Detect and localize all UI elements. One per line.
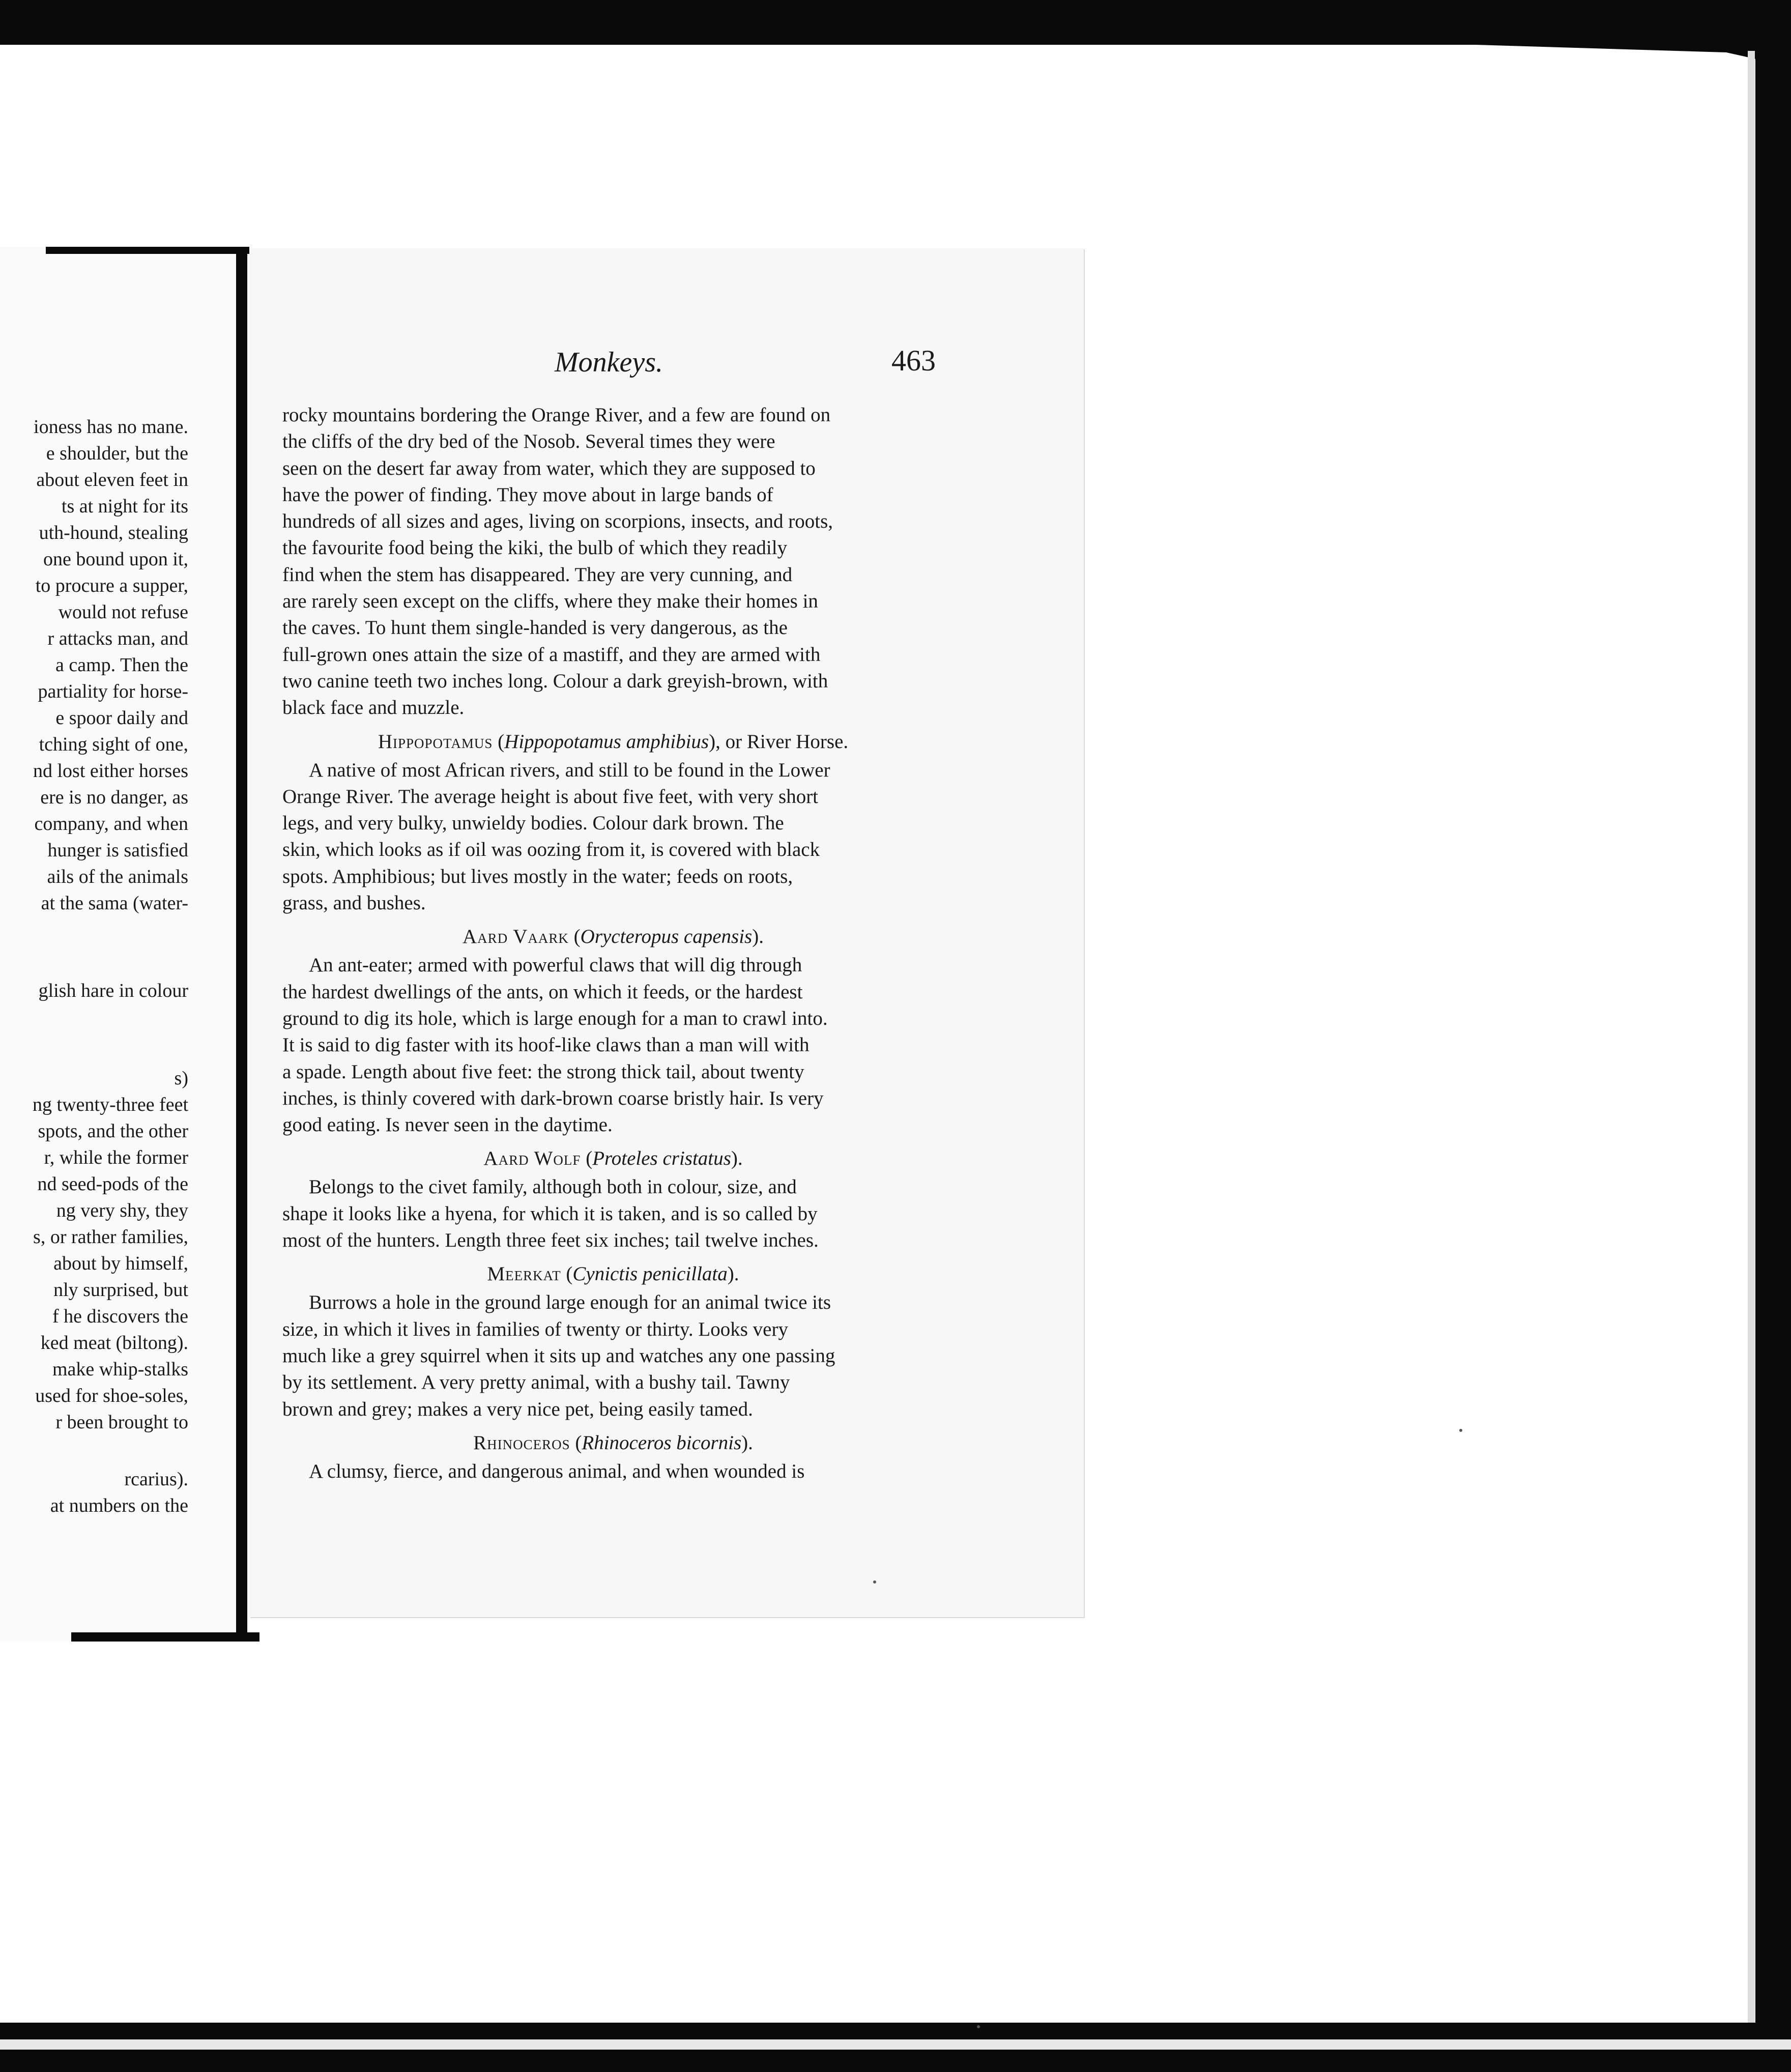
entry-meerkat bbox=[282, 1261, 944, 1422]
left-page-line: partiality for horse- bbox=[38, 681, 188, 702]
left-page-line: would not refuse bbox=[58, 601, 188, 623]
entry-aard-vaark bbox=[282, 924, 944, 1138]
text-line: the hardest dwellings of the ants, on which it feeds, or the hardest bbox=[282, 981, 803, 1003]
left-page-line: ng twenty-three feet bbox=[33, 1094, 188, 1115]
left-page-line: make whip-stalks bbox=[52, 1359, 188, 1380]
entries bbox=[282, 729, 944, 1485]
left-page-line: at the sama (water- bbox=[41, 893, 188, 914]
left-page-line: ails of the animals bbox=[47, 866, 188, 887]
entry-text bbox=[282, 757, 944, 917]
entry-heading: Aard Wolf (Proteles cristatus). bbox=[483, 1147, 743, 1170]
left-page-line: r attacks man, and bbox=[47, 628, 188, 649]
scanner-frame-right-edge bbox=[1748, 51, 1755, 2025]
text-line: black face and muzzle. bbox=[282, 697, 465, 719]
entry-heading: Meerkat (Cynictis penicillata). bbox=[487, 1263, 739, 1285]
scanner-frame-fold bbox=[1476, 45, 1760, 60]
scan-speck bbox=[873, 1580, 876, 1584]
text-line: shape it looks like a hyena, for which it is taken, and is so called by bbox=[282, 1202, 818, 1225]
left-page-line: ere is no danger, as bbox=[40, 787, 188, 808]
text-line: An ant-eater; armed with powerful claws that will dig through bbox=[309, 954, 802, 976]
text-line: the caves. To hunt them single-handed is very dangerous, as the bbox=[282, 617, 788, 639]
left-page-line bbox=[0, 1034, 188, 1065]
left-page-line: a camp. Then the bbox=[55, 654, 188, 676]
entry-aard-wolf bbox=[282, 1145, 944, 1254]
left-page-border-top bbox=[46, 247, 249, 254]
scan-speck bbox=[1459, 1429, 1462, 1432]
entry-text bbox=[282, 1458, 944, 1485]
entry-name: Rhinoceros bbox=[473, 1431, 570, 1454]
left-page-line: ioness has no mane. bbox=[34, 416, 188, 438]
text-line: spots. Amphibious; but lives mostly in the water; feeds on roots, bbox=[282, 865, 793, 887]
left-page-line: r, while the former bbox=[44, 1147, 188, 1168]
page-number: 463 bbox=[891, 344, 936, 377]
entry-text bbox=[282, 952, 944, 1138]
text-line: find when the stem has disappeared. They are very cunning, and bbox=[282, 563, 793, 586]
text-line: hundreds of all sizes and ages, living on scorpions, insects, and roots, bbox=[282, 510, 833, 533]
text-line: much like a grey squirrel when it sits up and watches any one passing bbox=[282, 1344, 835, 1367]
left-page-line: r been brought to bbox=[55, 1412, 188, 1433]
text-line: It is said to dig faster with its hoof-like claws than a man will with bbox=[282, 1034, 810, 1056]
page-body bbox=[282, 402, 944, 1485]
left-page-line: e shoulder, but the bbox=[46, 443, 188, 464]
left-page-line bbox=[0, 916, 188, 947]
running-head: Monkeys. bbox=[555, 347, 663, 378]
entry-heading-suffix: ). bbox=[727, 1263, 739, 1285]
left-page-line: about by himself, bbox=[53, 1253, 188, 1274]
entry-name: Aard Vaark bbox=[463, 926, 569, 948]
entry-latin-name: Hippopotamus amphibius bbox=[504, 730, 709, 753]
entry-rhinoceros bbox=[282, 1430, 944, 1485]
left-page-line: used for shoe-soles, bbox=[35, 1385, 188, 1406]
text-line: grass, and bushes. bbox=[282, 892, 426, 914]
text-line: ground to dig its hole, which is large enough for a man to crawl into. bbox=[282, 1007, 828, 1029]
left-page-line: spots, and the other bbox=[38, 1120, 188, 1142]
entry-text bbox=[282, 1174, 944, 1254]
entry-heading: Hippopotamus (Hippopotamus amphibius), or River Horse. bbox=[378, 730, 849, 753]
left-page-line: e spoor daily and bbox=[55, 707, 188, 729]
left-page-line: tching sight of one, bbox=[39, 734, 188, 755]
scan-speck bbox=[977, 2025, 980, 2028]
left-page-line: about eleven feet in bbox=[36, 469, 188, 491]
text-line: have the power of finding. They move about in large bands of bbox=[282, 483, 773, 506]
text-line: inches, is thinly covered with dark-brown coarse bristly hair. Is very bbox=[282, 1087, 824, 1109]
left-page-line: one bound upon it, bbox=[43, 549, 188, 570]
text-line: two canine teeth two inches long. Colour a dark greyish-brown, with bbox=[282, 670, 828, 692]
scanner-frame-right bbox=[1755, 45, 1791, 2029]
entry-name: Hippopotamus bbox=[378, 730, 493, 753]
text-line: A native of most African rivers, and still to be found in the Lower bbox=[309, 759, 830, 781]
entry-heading: Aard Vaark (Orycteropus capensis). bbox=[463, 926, 764, 948]
left-page-line: uth-hound, stealing bbox=[39, 522, 188, 543]
text-line: the favourite food being the kiki, the bulb of which they readily bbox=[282, 537, 788, 559]
text-line: the cliffs of the dry bed of the Nosob. Several times they were bbox=[282, 430, 775, 453]
left-page-line: nd seed-pods of the bbox=[37, 1173, 188, 1195]
entry-heading-suffix: ), or River Horse. bbox=[709, 730, 849, 753]
entry-heading: Rhinoceros (Rhinoceros bicornis). bbox=[473, 1431, 753, 1454]
left-page-line: to procure a supper, bbox=[35, 575, 188, 596]
left-page-line: ts at night for its bbox=[61, 496, 188, 517]
entry-latin-name: Rhinoceros bicornis bbox=[582, 1431, 742, 1454]
text-line: Burrows a hole in the ground large enough for an animal twice its bbox=[309, 1291, 831, 1314]
text-line: most of the hunters. Length three feet six inches; tail twelve inches. bbox=[282, 1229, 819, 1252]
text-line: full-grown ones attain the size of a mastiff, and they are armed with bbox=[282, 643, 821, 666]
left-page-line: nd lost either horses bbox=[33, 760, 188, 782]
text-line: Belongs to the civet family, although both in colour, size, and bbox=[309, 1176, 797, 1198]
text-line: by its settlement. A very pretty animal, with a bushy tail. Tawny bbox=[282, 1371, 790, 1394]
text-line: seen on the desert far away from water, which they are supposed to bbox=[282, 457, 816, 479]
left-page-line: s, or rather families, bbox=[33, 1226, 188, 1248]
left-page-line: glish hare in colour bbox=[38, 980, 188, 1001]
left-page-line: at numbers on the bbox=[50, 1495, 188, 1516]
entry-latin-name: Cynictis penicillata bbox=[572, 1263, 728, 1285]
left-page-line: s) bbox=[174, 1068, 188, 1089]
left-page-line: f he discovers the bbox=[52, 1306, 188, 1327]
entry-heading-suffix: ). bbox=[741, 1431, 753, 1454]
entry-latin-name: Orycteropus capensis bbox=[580, 926, 753, 948]
text-line: legs, and very bulky, unwieldy bodies. Colour dark brown. The bbox=[282, 812, 784, 834]
text-line: skin, which looks as if oil was oozing from it, is covered with black bbox=[282, 839, 820, 861]
left-page-line: rcarius). bbox=[124, 1469, 188, 1490]
entry-heading-suffix: ). bbox=[752, 926, 764, 948]
scanner-frame-bottom-gap bbox=[0, 2039, 1791, 2050]
left-page-line bbox=[0, 1435, 188, 1466]
scanner-frame-top bbox=[0, 0, 1791, 45]
text-line: rocky mountains bordering the Orange River, and a few are found on bbox=[282, 404, 831, 426]
text-line: Orange River. The average height is about five feet, with very short bbox=[282, 785, 819, 808]
text-line: good eating. Is never seen in the daytime. bbox=[282, 1114, 613, 1136]
text-line: size, in which it lives in families of twenty or thirty. Looks very bbox=[282, 1318, 788, 1340]
left-page-line bbox=[0, 1004, 188, 1034]
left-facing-page bbox=[0, 247, 244, 1641]
left-page-border-bottom bbox=[71, 1632, 259, 1642]
left-page-border-side bbox=[236, 247, 247, 1641]
left-page-line: ked meat (biltong). bbox=[40, 1332, 188, 1354]
entry-hippopotamus bbox=[282, 729, 944, 917]
text-line: are rarely seen except on the cliffs, where they make their homes in bbox=[282, 590, 818, 613]
left-page-line: hunger is satisfied bbox=[47, 840, 188, 861]
entry-heading-suffix: ). bbox=[731, 1147, 743, 1170]
entry-latin-name: Proteles cristatus bbox=[592, 1147, 731, 1170]
left-page-line: ng very shy, they bbox=[56, 1200, 188, 1221]
left-page-line bbox=[0, 947, 188, 977]
entry-text bbox=[282, 1289, 944, 1422]
text-line: a spade. Length about five feet: the strong thick tail, about twenty bbox=[282, 1060, 804, 1083]
entry-name: Meerkat bbox=[487, 1263, 561, 1285]
text-line: A clumsy, fierce, and dangerous animal, and when wounded is bbox=[309, 1460, 805, 1482]
left-page-line: nly surprised, but bbox=[53, 1279, 188, 1301]
left-page-line: company, and when bbox=[34, 813, 188, 834]
entry-name: Aard Wolf bbox=[483, 1147, 581, 1170]
left-page-text bbox=[0, 414, 188, 1519]
text-line: brown and grey; makes a very nice pet, being easily tamed. bbox=[282, 1398, 753, 1420]
baboon-paragraph bbox=[282, 402, 944, 722]
